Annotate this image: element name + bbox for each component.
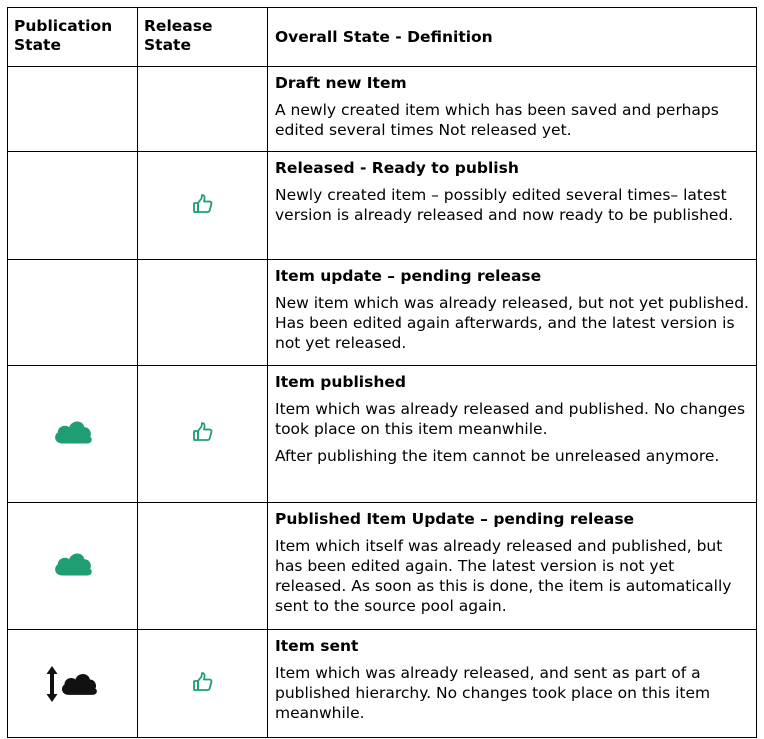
- header-overall-state-definition: Overall State - Definition: [268, 8, 757, 67]
- thumbs-up-icon: [192, 421, 214, 447]
- thumbs-up-icon: [192, 671, 214, 697]
- sent-cloud-icon: [46, 666, 99, 702]
- table-row: [8, 630, 757, 738]
- definition-cell: [268, 67, 757, 152]
- state-title: Item published: [275, 373, 406, 391]
- up-down-arrow-icon: [46, 666, 58, 702]
- publication-state-cell: [8, 630, 138, 738]
- state-description: Item which itself was already released and published, but has been edited again. The latest version is not yet released. As soon as this is done, the item is automatically sent to the source pool again.: [275, 537, 732, 615]
- state-title: Released - Ready to publish: [275, 159, 519, 177]
- state-description: Item which was already released, and sent as part of a published hierarchy. No changes took place on this item meanwhile.: [275, 664, 711, 722]
- table-row: [8, 366, 757, 503]
- black-cloud-icon: [59, 670, 99, 698]
- publication-state-cell: [8, 260, 138, 366]
- green-cloud-icon: [52, 549, 94, 583]
- green-cloud-icon: [52, 417, 94, 451]
- state-title: Item sent: [275, 637, 359, 655]
- definition-cell: [268, 260, 757, 366]
- table-row: [8, 503, 757, 630]
- release-state-cell: [138, 366, 268, 503]
- state-description: Item which was already released and published. No changes took place on this item meanwhile.: [275, 400, 746, 438]
- state-description: After publishing the item cannot be unreleased anymore.: [275, 447, 720, 465]
- release-state-cell: [138, 630, 268, 738]
- definition-cell: [268, 366, 757, 503]
- publication-state-cell: [8, 67, 138, 152]
- thumbs-up-icon: [192, 193, 214, 219]
- table-row: [8, 67, 757, 152]
- definition-cell: [268, 630, 757, 738]
- header-release-state: Release State: [138, 8, 268, 67]
- state-description: New item which was already released, but not yet published. Has been edited again afterwards, and the latest version is not yet released.: [275, 294, 749, 352]
- header-row: [8, 8, 757, 67]
- table-row: [8, 152, 757, 260]
- publication-state-cell: [8, 366, 138, 503]
- state-definition-table: [7, 7, 757, 738]
- release-state-cell: [138, 67, 268, 152]
- publication-state-cell: [8, 503, 138, 630]
- state-description: Newly created item – possibly edited several times– latest version is already released and now ready to be published.: [275, 186, 734, 224]
- header-publication-state: Publication State: [8, 8, 138, 67]
- state-title: Draft new Item: [275, 74, 407, 92]
- release-state-cell: [138, 503, 268, 630]
- release-state-cell: [138, 152, 268, 260]
- definition-cell: [268, 152, 757, 260]
- state-title: Item update – pending release: [275, 267, 542, 285]
- release-state-cell: [138, 260, 268, 366]
- state-title: Published Item Update – pending release: [275, 510, 635, 528]
- publication-state-cell: [8, 152, 138, 260]
- state-description: A newly created item which has been saved and perhaps edited several times Not released yet.: [275, 101, 719, 139]
- table-row: [8, 260, 757, 366]
- definition-cell: [268, 503, 757, 630]
